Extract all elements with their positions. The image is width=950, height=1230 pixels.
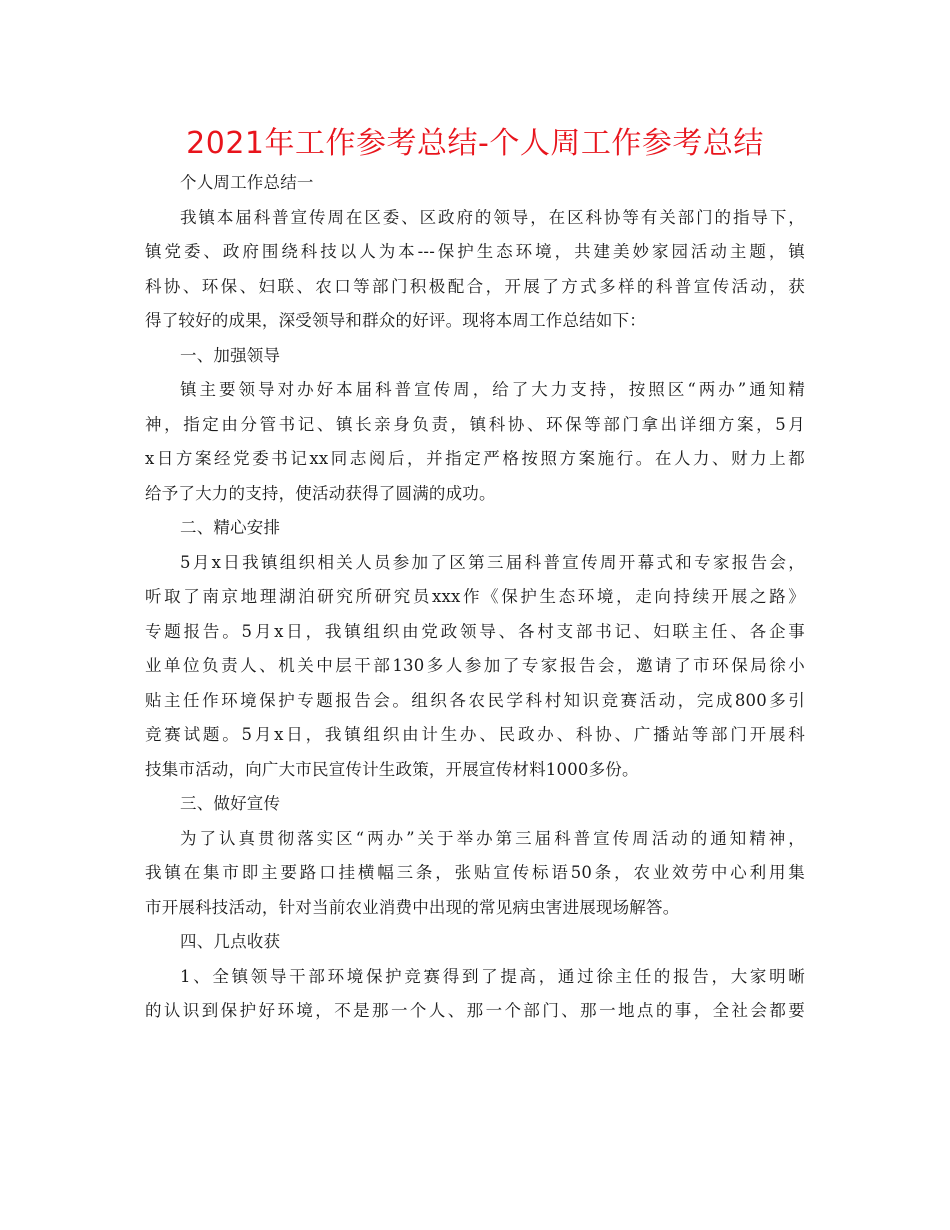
document-title: 2021年工作参考总结-个人周工作参考总结 bbox=[186, 126, 764, 161]
text-line: 镇党委、政府围绕科技以人为本---保护生态环境，共建美妙家园活动主题，镇 bbox=[145, 242, 805, 261]
text-line: 三、做好宣传 bbox=[180, 794, 281, 813]
text-line: 给予了大力的支持，使活动获得了圆满的成功。 bbox=[145, 483, 496, 503]
text-line: 业单位负责人、机关中层干部130多人参加了专家报告会，邀请了市环保局徐小 bbox=[145, 656, 805, 675]
text-line: 的认识到保护好环境，不是那一个人、那一个部门、那一地点的事，全社会都要 bbox=[145, 1001, 805, 1020]
text-line: 四、几点收获 bbox=[180, 932, 281, 951]
text-line: 镇主要领导对办好本届科普宣传周，给了大力支持，按照区“两办”通知精 bbox=[180, 380, 805, 399]
text-line: 神，指定由分管书记、镇长亲身负责，镇科协、环保等部门拿出详细方案，5月 bbox=[145, 414, 805, 434]
document-body bbox=[145, 166, 805, 1029]
text-line: 二、精心安排 bbox=[180, 518, 281, 537]
text-line: 为了认真贯彻落实区“两办”关于举办第三届科普宣传周活动的通知精神， bbox=[180, 828, 805, 848]
text-line: 1、全镇领导干部环境保护竞赛得到了提高，通过徐主任的报告，大家明晰 bbox=[180, 966, 805, 986]
text-line: 贴主任作环境保护专题报告会。组织各农民学科村知识竞赛活动，完成800多引 bbox=[145, 690, 805, 710]
text-line: 5月x日我镇组织相关人员参加了区第三届科普宣传周开幕式和专家报告会， bbox=[180, 552, 805, 572]
text-line: 我镇本届科普宣传周在区委、区政府的领导，在区科协等有关部门的指导下， bbox=[180, 207, 805, 227]
text-line: 技集市活动，向广大市民宣传计生政策，开展宣传材料1000多份。 bbox=[145, 759, 639, 779]
text-line: 市开展科技活动，针对当前农业消费中出现的常见病虫害进展现场解答。 bbox=[145, 897, 680, 917]
text-line: 听取了南京地理湖泊研究所研究员xxx作《保护生态环境，走向持续开展之路》 bbox=[145, 587, 805, 606]
text-line: 我镇在集市即主要路口挂横幅三条，张贴宣传标语50条，农业效劳中心利用集 bbox=[145, 863, 805, 882]
text-line: 个人周工作总结一 bbox=[180, 173, 314, 192]
text-line: 专题报告。5月x日，我镇组织由党政领导、各村支部书记、妇联主任、各企事 bbox=[145, 621, 805, 641]
text-line: 得了较好的成果，深受领导和群众的好评。现将本周工作总结如下： bbox=[145, 311, 646, 330]
text-line: 一、加强领导 bbox=[180, 345, 281, 365]
text-line: x日方案经党委书记xx同志阅后，并指定严格按照方案施行。在人力、财力上都 bbox=[145, 449, 805, 468]
text-line: 竞赛试题。5月x日，我镇组织由计生办、民政办、科协、广播站等部门开展科 bbox=[145, 725, 805, 744]
text-line: 科协、环保、妇联、农口等部门积极配合，开展了方式多样的科普宣传活动，获 bbox=[145, 276, 805, 296]
